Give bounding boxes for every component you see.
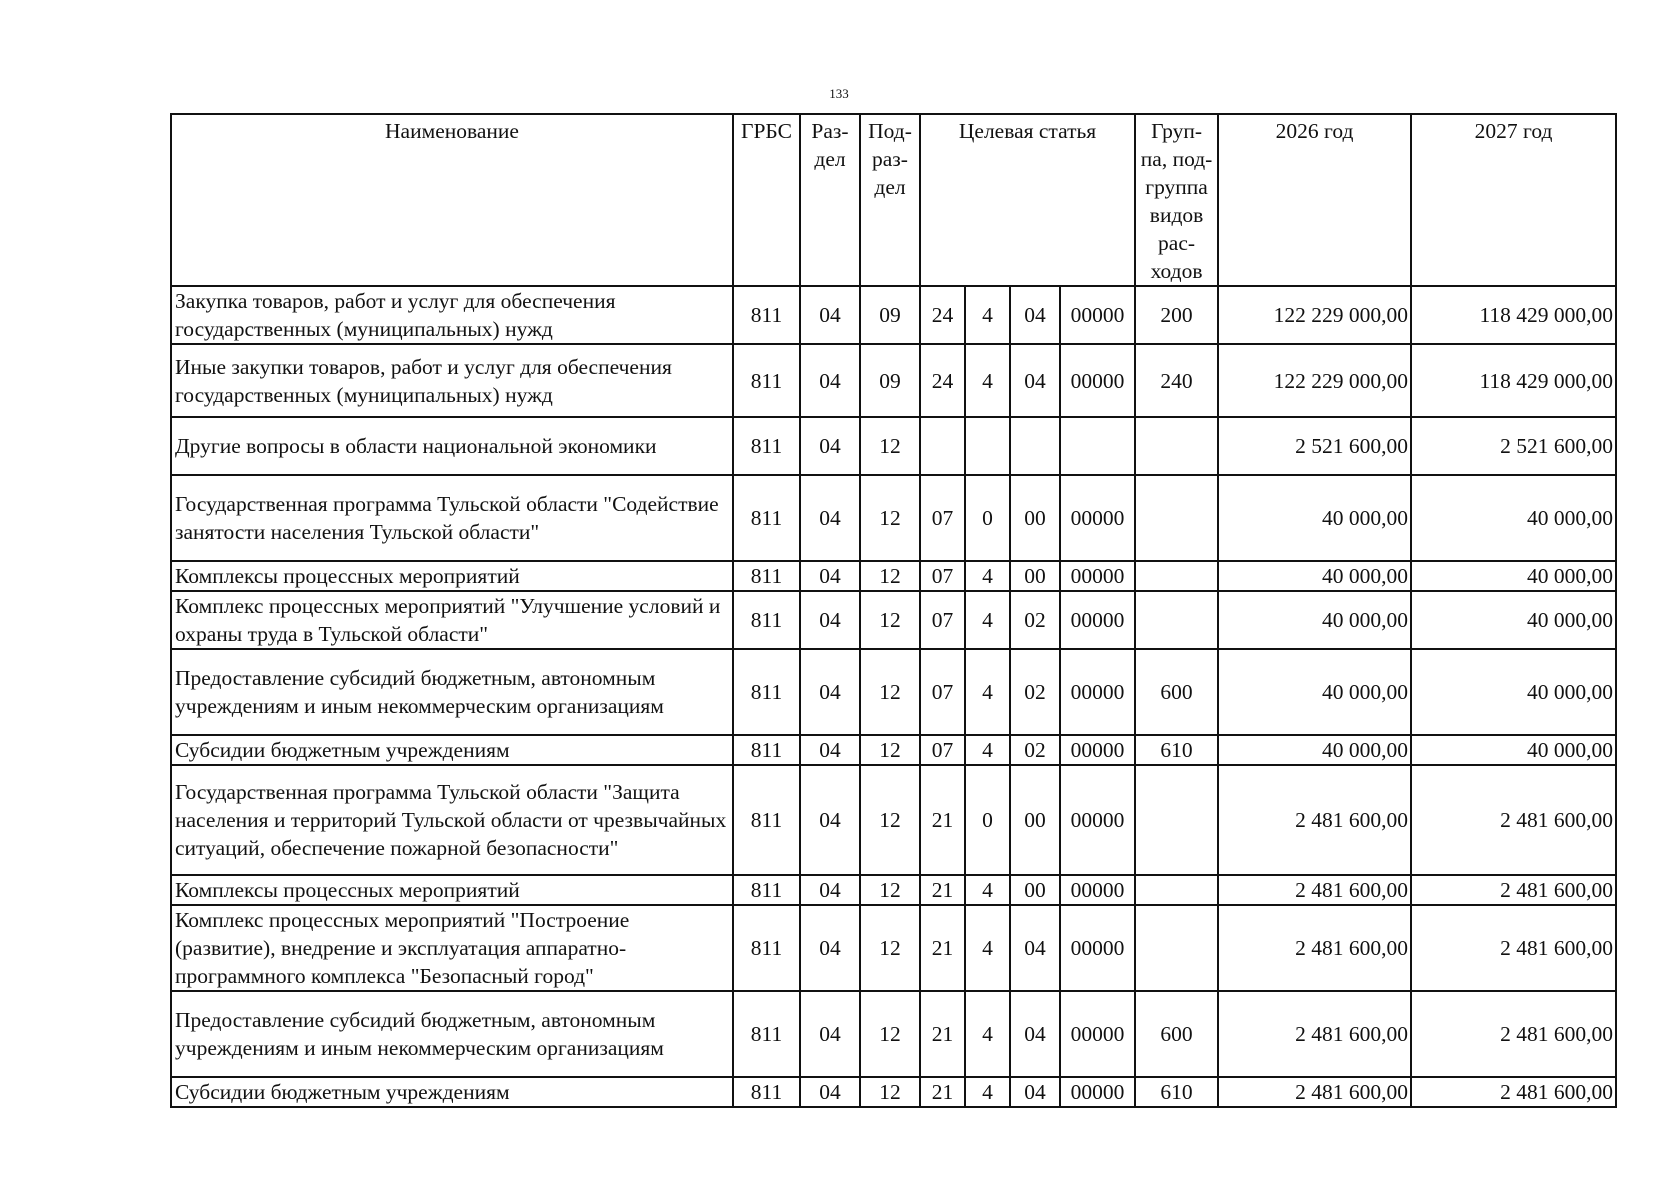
row-name: Государственная программа Тульской области "Содействие занятости населения Тульской области" xyxy=(171,475,733,561)
amount-2026-cell: 2 481 600,00 xyxy=(1218,905,1411,991)
row-name: Государственная программа Тульской области "Защита населения и территорий Тульской области от чрезвычайных ситуаций, обеспечение пожарной безопасности" xyxy=(171,765,733,875)
target-program-cell: 21 xyxy=(920,991,965,1077)
table-row xyxy=(171,286,1616,344)
grbs-cell: 811 xyxy=(733,591,800,649)
amount-2026-cell: 2 481 600,00 xyxy=(1218,1077,1411,1107)
target-direction-cell: 00000 xyxy=(1060,735,1135,765)
amount-2027-cell: 40 000,00 xyxy=(1411,475,1616,561)
grbs-cell: 811 xyxy=(733,649,800,735)
header-grbs: ГРБС xyxy=(733,114,800,286)
table-row xyxy=(171,875,1616,905)
podrazdel-cell: 12 xyxy=(860,735,920,765)
amount-2026-cell: 2 481 600,00 xyxy=(1218,875,1411,905)
razdel-cell: 04 xyxy=(800,1077,860,1107)
target-type-cell: 4 xyxy=(965,991,1010,1077)
grbs-cell: 811 xyxy=(733,475,800,561)
podrazdel-cell: 12 xyxy=(860,905,920,991)
target-program-cell: 21 xyxy=(920,765,965,875)
amount-2026-cell: 2 481 600,00 xyxy=(1218,765,1411,875)
amount-2027-cell: 40 000,00 xyxy=(1411,735,1616,765)
podrazdel-cell: 09 xyxy=(860,286,920,344)
table-row xyxy=(171,591,1616,649)
row-name: Другие вопросы в области национальной экономики xyxy=(171,417,733,475)
amount-2026-cell: 40 000,00 xyxy=(1218,591,1411,649)
razdel-cell: 04 xyxy=(800,591,860,649)
table-row xyxy=(171,344,1616,417)
target-program-cell: 24 xyxy=(920,344,965,417)
target-direction-cell: 00000 xyxy=(1060,561,1135,591)
header-razdel: Раз- дел xyxy=(800,114,860,286)
expense-group-cell xyxy=(1135,765,1218,875)
podrazdel-cell: 12 xyxy=(860,417,920,475)
razdel-cell: 04 xyxy=(800,991,860,1077)
budget-table xyxy=(170,113,1617,1108)
target-complex-cell: 00 xyxy=(1010,475,1060,561)
target-direction-cell: 00000 xyxy=(1060,591,1135,649)
row-name: Субсидии бюджетным учреждениям xyxy=(171,1077,733,1107)
target-program-cell: 07 xyxy=(920,475,965,561)
podrazdel-cell: 12 xyxy=(860,591,920,649)
amount-2027-cell: 2 521 600,00 xyxy=(1411,417,1616,475)
expense-group-cell: 200 xyxy=(1135,286,1218,344)
amount-2027-cell: 40 000,00 xyxy=(1411,561,1616,591)
expense-group-cell xyxy=(1135,417,1218,475)
podrazdel-cell: 12 xyxy=(860,765,920,875)
amount-2027-cell: 2 481 600,00 xyxy=(1411,875,1616,905)
razdel-cell: 04 xyxy=(800,286,860,344)
row-name: Предоставление субсидий бюджетным, автономным учреждениям и иным некоммерческим организациям xyxy=(171,649,733,735)
target-program-cell: 07 xyxy=(920,735,965,765)
row-name: Иные закупки товаров, работ и услуг для обеспечения государственных (муниципальных) нужд xyxy=(171,344,733,417)
target-type-cell: 4 xyxy=(965,875,1010,905)
target-type-cell: 4 xyxy=(965,649,1010,735)
target-complex-cell: 04 xyxy=(1010,344,1060,417)
table-row xyxy=(171,991,1616,1077)
grbs-cell: 811 xyxy=(733,875,800,905)
target-direction-cell: 00000 xyxy=(1060,286,1135,344)
target-type-cell: 4 xyxy=(965,286,1010,344)
podrazdel-cell: 12 xyxy=(860,1077,920,1107)
table-row xyxy=(171,561,1616,591)
target-complex-cell: 02 xyxy=(1010,649,1060,735)
razdel-cell: 04 xyxy=(800,735,860,765)
target-complex-cell: 04 xyxy=(1010,991,1060,1077)
expense-group-cell xyxy=(1135,905,1218,991)
expense-group-cell: 610 xyxy=(1135,735,1218,765)
expense-group-cell xyxy=(1135,561,1218,591)
target-type-cell: 4 xyxy=(965,1077,1010,1107)
amount-2026-cell: 40 000,00 xyxy=(1218,561,1411,591)
target-complex-cell: 04 xyxy=(1010,286,1060,344)
razdel-cell: 04 xyxy=(800,561,860,591)
row-name: Закупка товаров, работ и услуг для обеспечения государственных (муниципальных) нужд xyxy=(171,286,733,344)
razdel-cell: 04 xyxy=(800,905,860,991)
podrazdel-cell: 09 xyxy=(860,344,920,417)
table-row xyxy=(171,1077,1616,1107)
row-name: Комплексы процессных мероприятий xyxy=(171,875,733,905)
row-name: Субсидии бюджетным учреждениям xyxy=(171,735,733,765)
header-target-article: Целевая статья xyxy=(920,114,1135,286)
table-row xyxy=(171,905,1616,991)
amount-2026-cell: 40 000,00 xyxy=(1218,475,1411,561)
header-podrazdel: Под- раз- дел xyxy=(860,114,920,286)
header-expense-group: Груп- па, под- группа видов рас- ходов xyxy=(1135,114,1218,286)
table-row xyxy=(171,475,1616,561)
podrazdel-cell: 12 xyxy=(860,561,920,591)
target-program-cell: 07 xyxy=(920,649,965,735)
table-row xyxy=(171,649,1616,735)
target-complex-cell: 00 xyxy=(1010,561,1060,591)
table-row xyxy=(171,765,1616,875)
amount-2027-cell: 40 000,00 xyxy=(1411,591,1616,649)
amount-2026-cell: 40 000,00 xyxy=(1218,735,1411,765)
table-row xyxy=(171,735,1616,765)
grbs-cell: 811 xyxy=(733,286,800,344)
row-name: Предоставление субсидий бюджетным, автономным учреждениям и иным некоммерческим организациям xyxy=(171,991,733,1077)
target-type-cell: 4 xyxy=(965,591,1010,649)
grbs-cell: 811 xyxy=(733,991,800,1077)
target-type-cell: 0 xyxy=(965,765,1010,875)
target-complex-cell: 02 xyxy=(1010,735,1060,765)
header-year-2026: 2026 год xyxy=(1218,114,1411,286)
target-program-cell: 07 xyxy=(920,561,965,591)
target-direction-cell: 00000 xyxy=(1060,475,1135,561)
amount-2027-cell: 118 429 000,00 xyxy=(1411,286,1616,344)
expense-group-cell xyxy=(1135,475,1218,561)
razdel-cell: 04 xyxy=(800,475,860,561)
grbs-cell: 811 xyxy=(733,417,800,475)
table-row xyxy=(171,417,1616,475)
target-type-cell: 4 xyxy=(965,735,1010,765)
row-name: Комплексы процессных мероприятий xyxy=(171,561,733,591)
grbs-cell: 811 xyxy=(733,561,800,591)
expense-group-cell: 600 xyxy=(1135,991,1218,1077)
page-number: 133 xyxy=(829,86,849,101)
target-complex-cell: 00 xyxy=(1010,875,1060,905)
target-complex-cell: 04 xyxy=(1010,1077,1060,1107)
target-complex-cell: 04 xyxy=(1010,905,1060,991)
podrazdel-cell: 12 xyxy=(860,875,920,905)
target-complex-cell: 02 xyxy=(1010,591,1060,649)
grbs-cell: 811 xyxy=(733,344,800,417)
table-body xyxy=(171,286,1616,1107)
target-program-cell xyxy=(920,417,965,475)
amount-2027-cell: 2 481 600,00 xyxy=(1411,765,1616,875)
razdel-cell: 04 xyxy=(800,649,860,735)
amount-2027-cell: 2 481 600,00 xyxy=(1411,1077,1616,1107)
target-type-cell: 4 xyxy=(965,344,1010,417)
grbs-cell: 811 xyxy=(733,765,800,875)
target-type-cell: 4 xyxy=(965,561,1010,591)
target-type-cell xyxy=(965,417,1010,475)
target-direction-cell: 00000 xyxy=(1060,649,1135,735)
target-type-cell: 4 xyxy=(965,905,1010,991)
target-direction-cell: 00000 xyxy=(1060,765,1135,875)
amount-2027-cell: 2 481 600,00 xyxy=(1411,991,1616,1077)
podrazdel-cell: 12 xyxy=(860,649,920,735)
expense-group-cell: 240 xyxy=(1135,344,1218,417)
expense-group-cell xyxy=(1135,875,1218,905)
amount-2026-cell: 2 521 600,00 xyxy=(1218,417,1411,475)
amount-2027-cell: 118 429 000,00 xyxy=(1411,344,1616,417)
razdel-cell: 04 xyxy=(800,344,860,417)
razdel-cell: 04 xyxy=(800,875,860,905)
row-name: Комплекс процессных мероприятий "Улучшение условий и охраны труда в Тульской области" xyxy=(171,591,733,649)
amount-2027-cell: 2 481 600,00 xyxy=(1411,905,1616,991)
expense-group-cell: 610 xyxy=(1135,1077,1218,1107)
target-type-cell: 0 xyxy=(965,475,1010,561)
target-direction-cell: 00000 xyxy=(1060,875,1135,905)
header-name: Наименование xyxy=(171,114,733,286)
amount-2027-cell: 40 000,00 xyxy=(1411,649,1616,735)
razdel-cell: 04 xyxy=(800,417,860,475)
target-program-cell: 24 xyxy=(920,286,965,344)
grbs-cell: 811 xyxy=(733,735,800,765)
target-direction-cell: 00000 xyxy=(1060,991,1135,1077)
podrazdel-cell: 12 xyxy=(860,475,920,561)
target-direction-cell xyxy=(1060,417,1135,475)
row-name: Комплекс процессных мероприятий "Построение (развитие), внедрение и эксплуатация аппаратно-программного комплекса "Безопасный город" xyxy=(171,905,733,991)
header-year-2027: 2027 год xyxy=(1411,114,1616,286)
razdel-cell: 04 xyxy=(800,765,860,875)
amount-2026-cell: 122 229 000,00 xyxy=(1218,286,1411,344)
target-program-cell: 21 xyxy=(920,905,965,991)
target-direction-cell: 00000 xyxy=(1060,1077,1135,1107)
target-program-cell: 07 xyxy=(920,591,965,649)
target-complex-cell: 00 xyxy=(1010,765,1060,875)
expense-group-cell: 600 xyxy=(1135,649,1218,735)
amount-2026-cell: 2 481 600,00 xyxy=(1218,991,1411,1077)
amount-2026-cell: 40 000,00 xyxy=(1218,649,1411,735)
expense-group-cell xyxy=(1135,591,1218,649)
grbs-cell: 811 xyxy=(733,905,800,991)
target-program-cell: 21 xyxy=(920,875,965,905)
grbs-cell: 811 xyxy=(733,1077,800,1107)
amount-2026-cell: 122 229 000,00 xyxy=(1218,344,1411,417)
target-program-cell: 21 xyxy=(920,1077,965,1107)
header-row xyxy=(171,114,1616,286)
podrazdel-cell: 12 xyxy=(860,991,920,1077)
target-direction-cell: 00000 xyxy=(1060,905,1135,991)
target-complex-cell xyxy=(1010,417,1060,475)
target-direction-cell: 00000 xyxy=(1060,344,1135,417)
